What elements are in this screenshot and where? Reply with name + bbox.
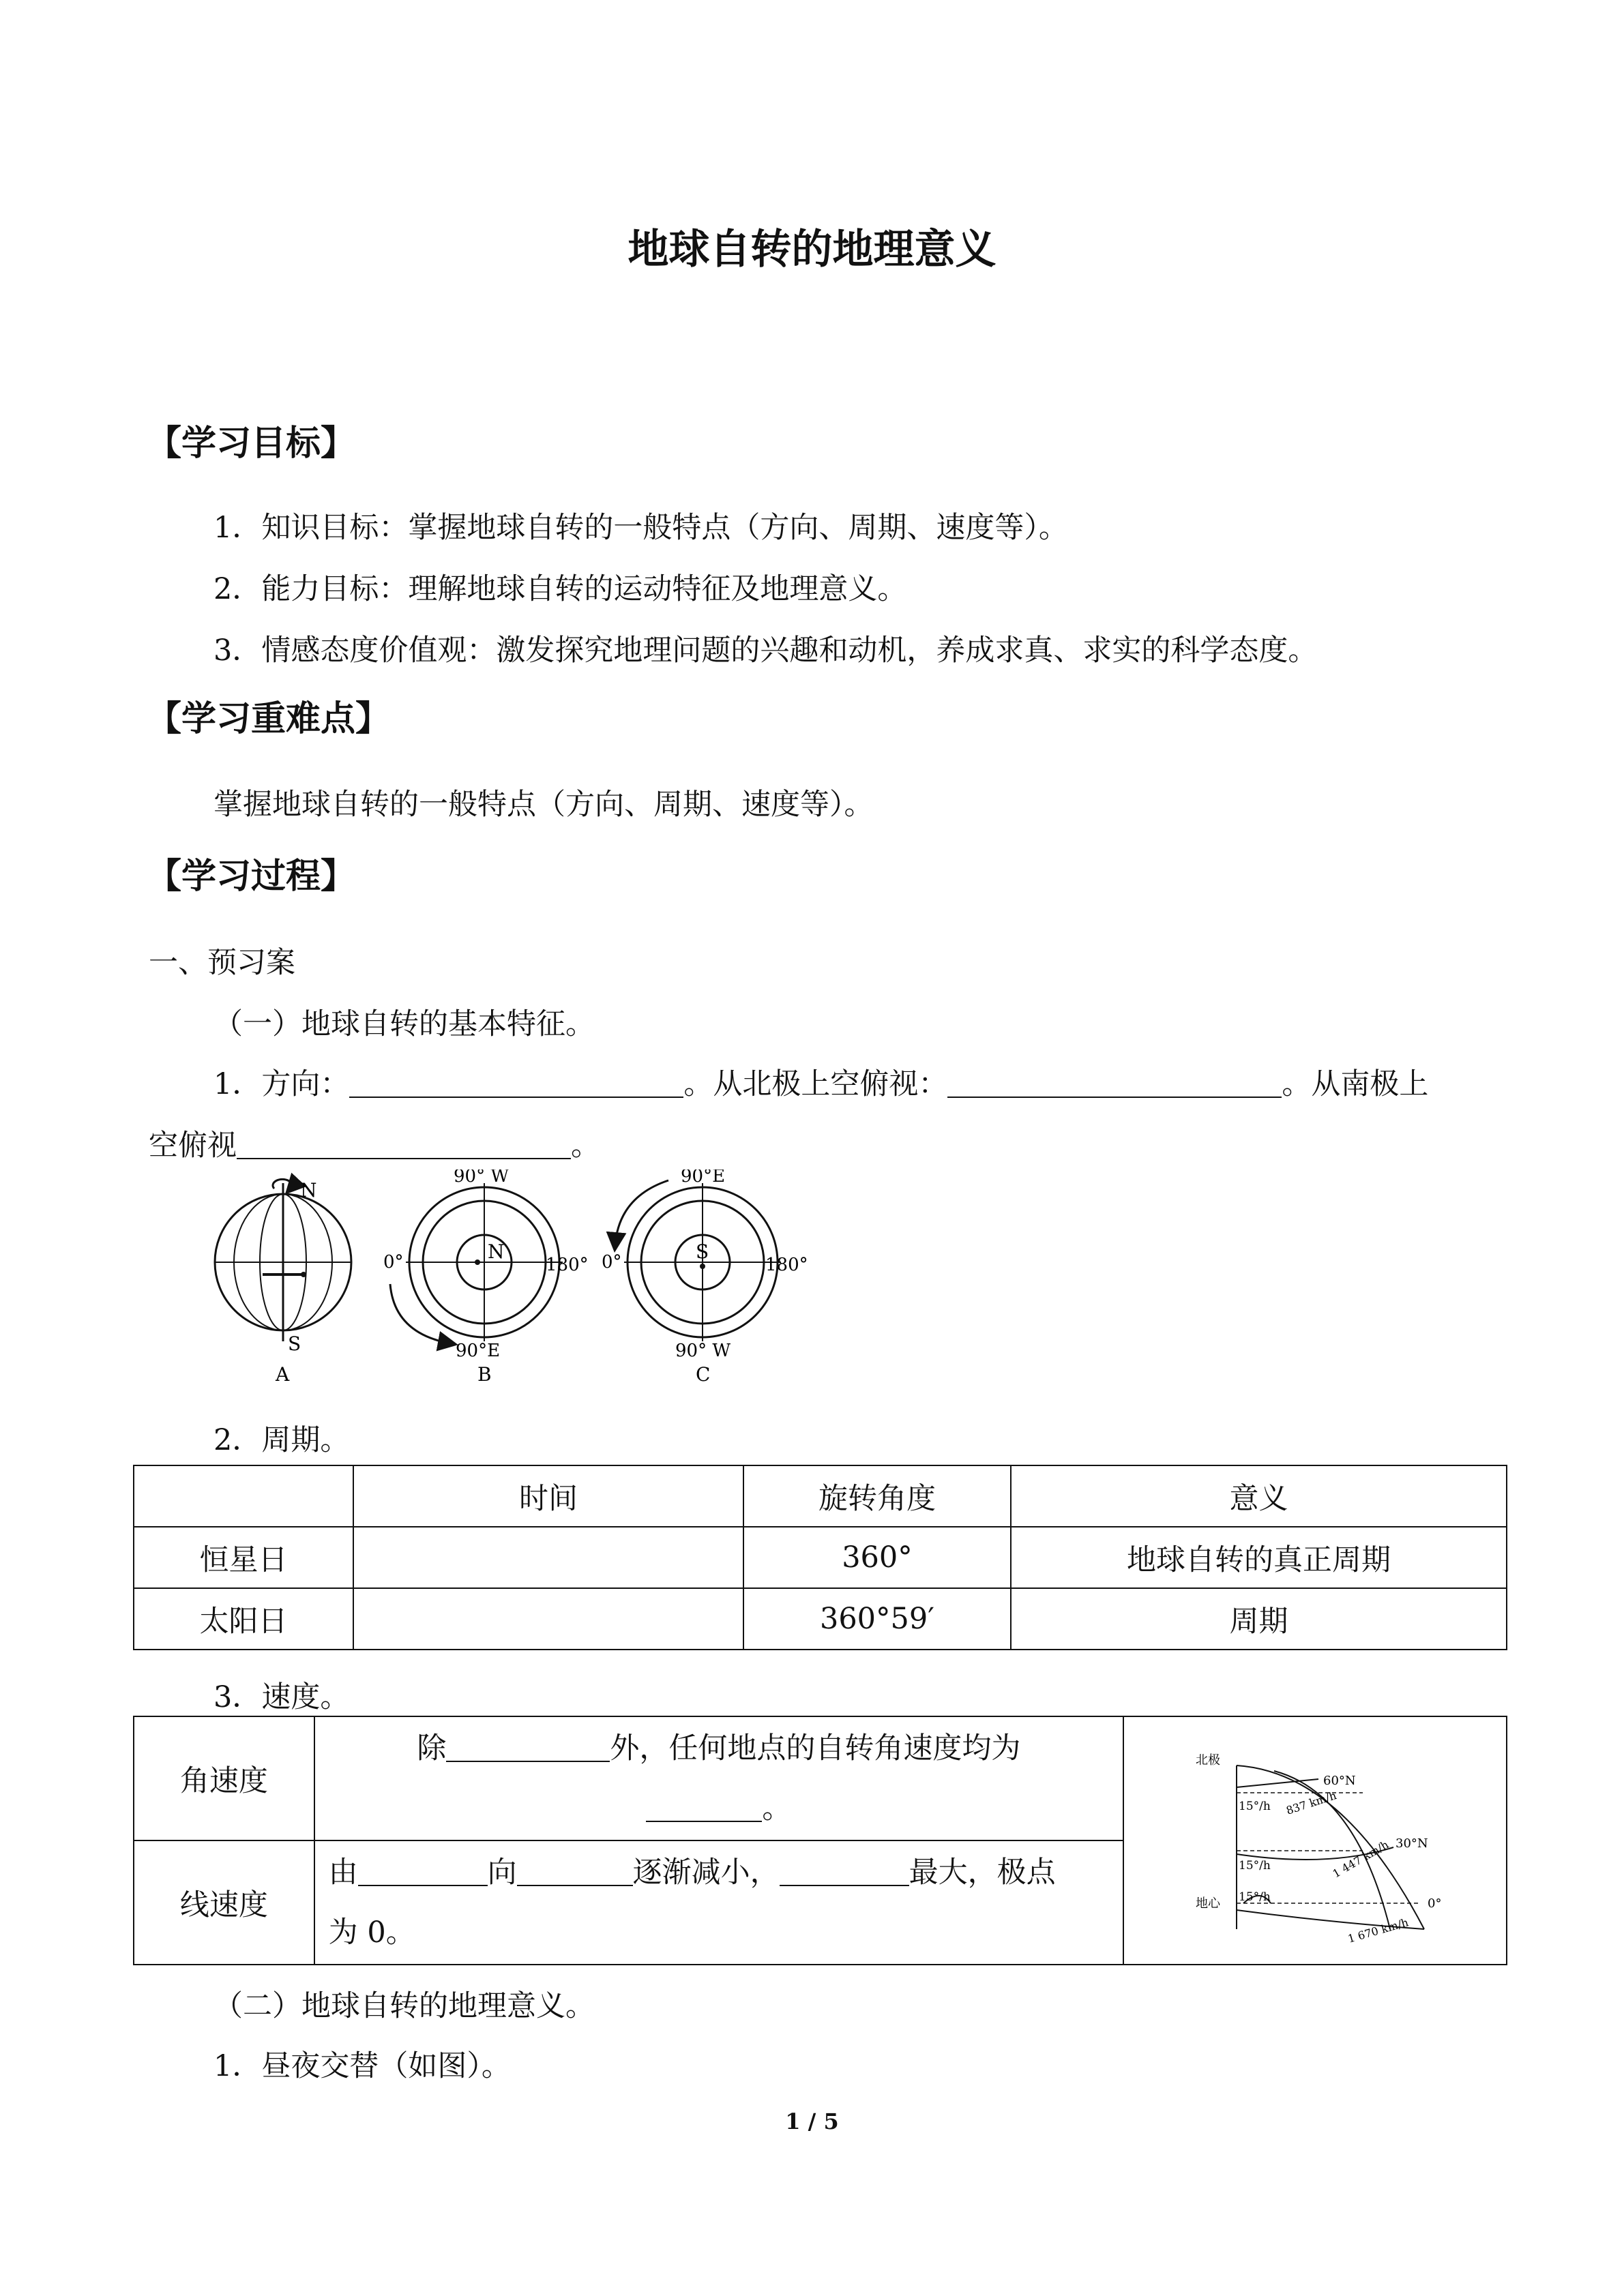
speed-figure-lat0: 0° bbox=[1428, 1896, 1442, 1911]
goal-item-1: 1．知识目标：掌握地球自转的一般特点（方向、周期、速度等）。 bbox=[213, 511, 1068, 545]
angular-speed-content bbox=[314, 1716, 1123, 1840]
period-row-1-angle: 360° bbox=[743, 1527, 1011, 1588]
speed-figure-v60: 837 km/h bbox=[1284, 1789, 1338, 1817]
linear-blank-2[interactable] bbox=[517, 1855, 633, 1886]
linear-text-a: 由 bbox=[328, 1855, 358, 1890]
direction-blank[interactable] bbox=[349, 1067, 683, 1098]
speed-figure-v30: 1 447 km/h bbox=[1330, 1838, 1391, 1881]
sub1-label: （一）地球自转的基本特征。 bbox=[213, 1007, 595, 1041]
speed-figure bbox=[1124, 1725, 1506, 1956]
speed-figure-ang2: 15°/h bbox=[1239, 1859, 1271, 1873]
speed-figure-ang1: 15°/h bbox=[1239, 1800, 1271, 1813]
direction-line-1 bbox=[213, 1061, 1428, 1103]
part1-label: 一、预习案 bbox=[149, 946, 295, 980]
globe-a-north-label: N bbox=[300, 1179, 317, 1202]
day-night-label: 1．昼夜交替（如图）。 bbox=[213, 2049, 511, 2083]
period-row-1-name: 恒星日 bbox=[134, 1527, 353, 1588]
period-header-empty bbox=[134, 1465, 353, 1527]
speed-figure-ang3: 15°/h bbox=[1239, 1890, 1271, 1904]
polar-view-b bbox=[383, 1169, 589, 1386]
linear-text-b: 向 bbox=[487, 1855, 517, 1890]
period-table bbox=[133, 1465, 1507, 1650]
heading-goals: 【学习目标】 bbox=[147, 423, 356, 464]
speed-figure-center: 地心 bbox=[1196, 1896, 1220, 1911]
linear-text-c: 逐渐减小， bbox=[632, 1855, 780, 1890]
goal-item-3: 3．情感态度价值观：激发探究地理问题的兴趣和动机，养成求真、求实的科学态度。 bbox=[213, 633, 1318, 668]
angular-blank-2[interactable] bbox=[646, 1791, 762, 1822]
key-points-text: 掌握地球自转的一般特点（方向、周期、速度等）。 bbox=[213, 788, 874, 822]
page-title: 地球自转的地理意义 bbox=[628, 226, 996, 273]
speed-figure-v0: 1 670 km/h bbox=[1346, 1915, 1411, 1945]
angular-speed-label: 角速度 bbox=[134, 1716, 314, 1840]
linear-text-e: 为 0。 bbox=[328, 1915, 415, 1950]
globe-a-south-label: S bbox=[288, 1332, 301, 1355]
period-row-2-name: 太阳日 bbox=[134, 1588, 353, 1650]
direction-end: 。 bbox=[571, 1129, 600, 1163]
direction-label: 1．方向： bbox=[213, 1067, 350, 1101]
heading-process: 【学习过程】 bbox=[147, 856, 356, 897]
angular-text-b: 外，任何地点的自转角速度均为 bbox=[610, 1731, 1021, 1765]
period-row-2-angle: 360°59′ bbox=[743, 1588, 1011, 1650]
north-view-blank[interactable] bbox=[947, 1067, 1282, 1098]
polar-c-right-label: 180° bbox=[765, 1255, 808, 1275]
period-row-1-time[interactable] bbox=[353, 1527, 743, 1588]
speed-figure-lat60: 60°N bbox=[1323, 1774, 1356, 1788]
period-row-2-time[interactable] bbox=[353, 1588, 743, 1650]
linear-speed-content bbox=[314, 1840, 1123, 1965]
speed-table bbox=[133, 1716, 1507, 1965]
linear-speed-label: 线速度 bbox=[134, 1840, 314, 1965]
angular-text-a: 除 bbox=[417, 1731, 447, 1765]
polar-view-c bbox=[602, 1169, 808, 1386]
linear-blank-3[interactable] bbox=[780, 1855, 909, 1886]
south-view-label: 空俯视 bbox=[149, 1129, 237, 1163]
direction-south-label: 。从南极上 bbox=[1282, 1067, 1429, 1101]
polar-c-center-label: S bbox=[696, 1240, 709, 1263]
direction-north-label: 。从北极上空俯视： bbox=[683, 1067, 948, 1101]
linear-blank-1[interactable] bbox=[358, 1855, 488, 1886]
period-row-2-meaning: 周期 bbox=[1011, 1588, 1507, 1650]
figure-c-caption: C bbox=[696, 1363, 711, 1386]
polar-b-right-label: 180° bbox=[546, 1255, 589, 1275]
period-header-time: 时间 bbox=[353, 1465, 743, 1527]
speed-label: 3．速度。 bbox=[213, 1680, 350, 1714]
figure-a-caption: A bbox=[276, 1363, 290, 1386]
south-view-blank[interactable] bbox=[237, 1128, 571, 1159]
polar-b-bottom-label: 90°E bbox=[456, 1341, 501, 1361]
period-header-angle: 旋转角度 bbox=[743, 1465, 1011, 1527]
period-label: 2．周期。 bbox=[213, 1423, 350, 1457]
polar-b-left-label: 0° bbox=[383, 1252, 404, 1272]
sub2-label: （二）地球自转的地理意义。 bbox=[213, 1989, 595, 2023]
angular-text-c: 。 bbox=[762, 1791, 792, 1825]
period-row-1-meaning: 地球自转的真正周期 bbox=[1011, 1527, 1507, 1588]
angular-blank-1[interactable] bbox=[446, 1731, 610, 1762]
polar-b-top-label: 90° W bbox=[454, 1169, 510, 1187]
linear-text-d: 最大，极点 bbox=[909, 1855, 1056, 1890]
speed-figure-lat30: 30°N bbox=[1396, 1836, 1428, 1851]
polar-c-bottom-label: 90° W bbox=[675, 1341, 731, 1361]
polar-c-left-label: 0° bbox=[602, 1252, 622, 1272]
speed-figure-north-pole: 北极 bbox=[1196, 1753, 1220, 1768]
rotation-direction-figure bbox=[198, 1169, 846, 1395]
goal-item-2: 2．能力目标：理解地球自转的运动特征及地理意义。 bbox=[213, 572, 907, 606]
polar-b-center-label: N bbox=[488, 1240, 505, 1263]
polar-c-top-label: 90°E bbox=[681, 1169, 726, 1187]
figure-b-caption: B bbox=[477, 1363, 492, 1386]
direction-line-2 bbox=[149, 1122, 600, 1164]
speed-figure-cell bbox=[1123, 1716, 1507, 1965]
page-number: 1 / 5 bbox=[785, 2108, 839, 2134]
globe-a bbox=[215, 1179, 351, 1386]
heading-key-points: 【学习重难点】 bbox=[147, 698, 391, 739]
period-header-meaning: 意义 bbox=[1011, 1465, 1507, 1527]
